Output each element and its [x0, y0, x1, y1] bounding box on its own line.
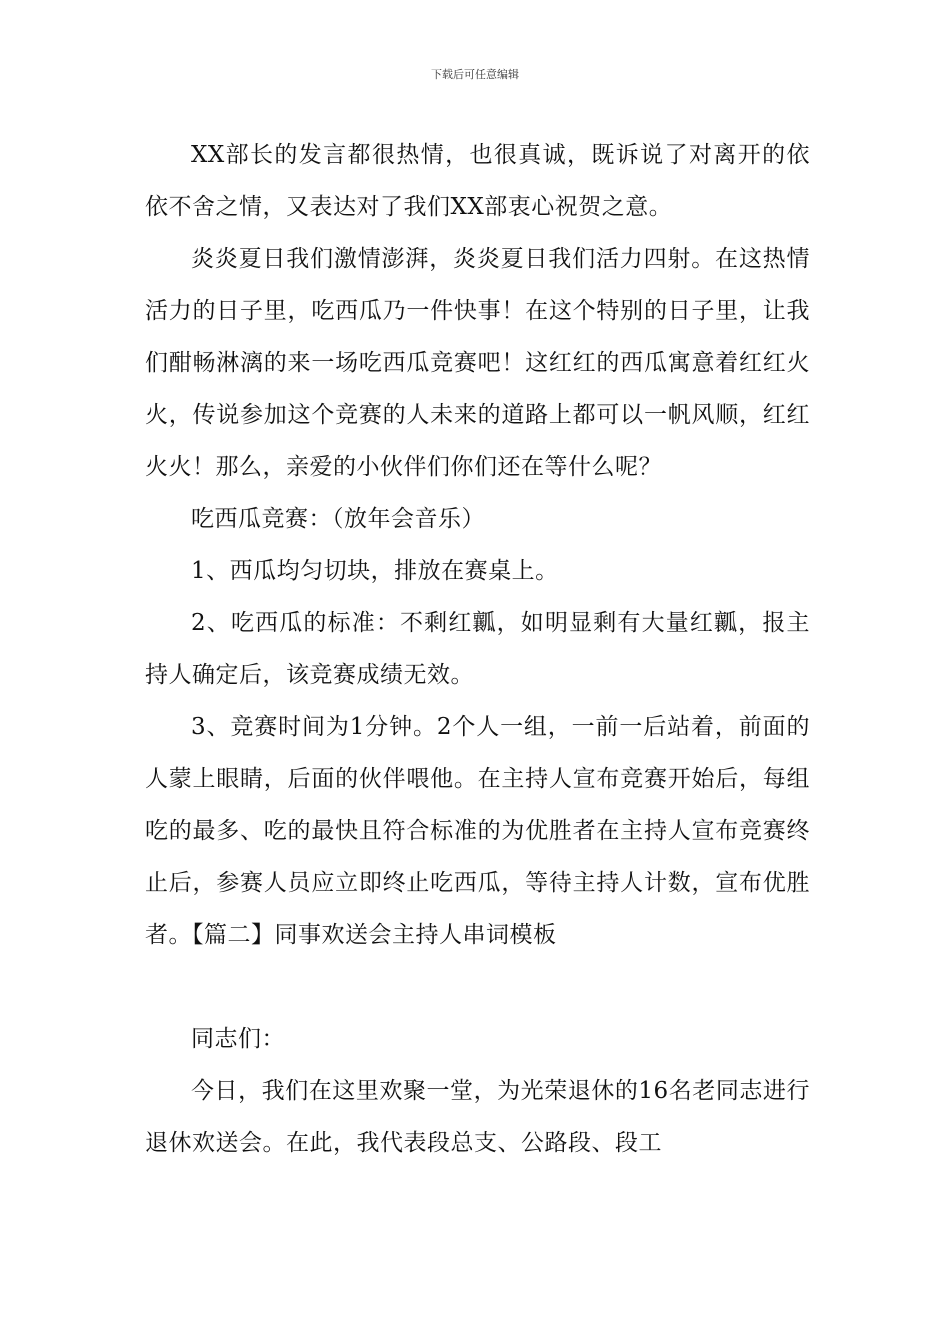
paragraph-contest-title: 吃西瓜竞赛：（放年会音乐）	[191, 506, 485, 532]
paragraph-salutation: 同志们：	[191, 1026, 285, 1052]
paragraph-rule-1: 1、西瓜均匀切块，排放在赛桌上。	[191, 558, 559, 584]
paragraph-summer-intro: 炎炎夏日我们激情澎湃，炎炎夏日我们活力四射。在这热情活力的日子里，吃西瓜乃一件快事！在这个特别的日子里，让我们酣畅淋漓的来一场吃西瓜竞赛吧！这红红的西瓜寓意着红红火火，传说参加这个竞赛的人未来的道路上都可以一帆风顺，红红火火！那么，亲爱的小伙伴们你们还在等什么呢？	[145, 246, 810, 480]
paragraph-rule-2: 2、吃西瓜的标准：不剩红瓤，如明显剩有大量红瓤，报主持人确定后，该竞赛成绩无效。	[145, 610, 810, 688]
paragraph-farewell-speech: XX部长的发言都很热情，也很真诚，既诉说了对离开的依依不舍之情，又表达对了我们XX部衷心祝贺之意。	[145, 142, 810, 220]
paragraph-rule-3: 3、竞赛时间为1分钟。2个人一组，一前一后站着，前面的人蒙上眼睛，后面的伙伴喂他。在主持人宣布竞赛开始后，每组吃的最多、吃的最快且符合标准的为优胜者在主持人宣布竞赛终止后，参赛人员应立即终止吃西瓜，等待主持人计数，宣布优胜者。【篇二】同事欢送会主持人串词模板	[145, 714, 810, 948]
page-header-note: 下载后可任意编辑	[431, 68, 519, 81]
document-body	[145, 129, 810, 1169]
paragraph-retirement-intro: 今日，我们在这里欢聚一堂，为光荣退休的16名老同志进行退休欢送会。在此，我代表段总支、公路段、段工	[145, 1078, 810, 1156]
section-spacer	[145, 961, 810, 1013]
